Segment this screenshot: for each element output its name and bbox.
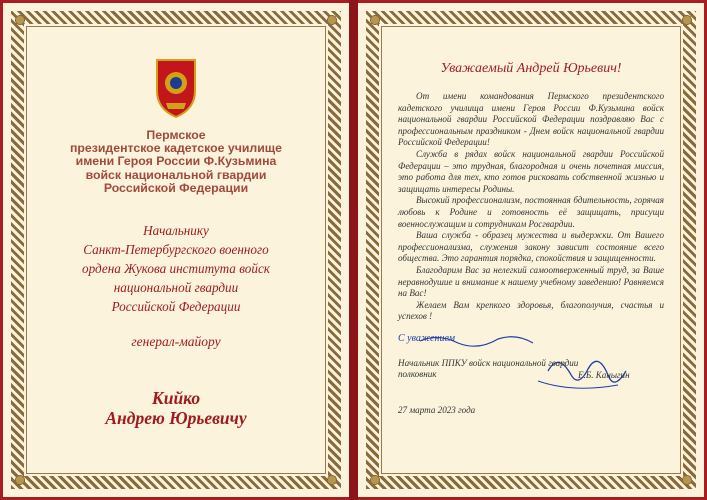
letter-paragraph: Высокий профессионализм, постоянная бдительность, горячая любовь к Родине и готовность её защищать, присущи военнослужащим и сотрудникам Росгвардии. (398, 195, 664, 229)
signer-title: Начальник ППКУ войск национальной гвардии полковник (398, 357, 579, 380)
recipient-surname: Кийко (151, 388, 201, 409)
letter-paragraph: Желаем Вам крепкого здоровья, благополучия, счастья и успехов ! (398, 299, 664, 322)
letter-paragraph: От имени командования Пермского президентского кадетского училища имени Героя России Ф.Кузьмина войск национальной гвардии Российской Федерации поздравляю Вас с профессиональным праздником - Днем войск национальной гвардии Российской Федерации! (398, 91, 664, 148)
letter-date: 27 марта 2023 года (398, 404, 476, 415)
recipient-title: Начальнику Санкт-Петербургского военного ордена Жукова института войск национальной гвардии Российской Федерации (82, 223, 270, 315)
recipient-given-names: Андрею Юрьевичу (105, 408, 247, 429)
left-content (35, 35, 317, 465)
letter-paragraph: Ваша служба - образец мужества и выдержки. От Вашего профессионализма, служения закону зависит состояние всего общества. Это гарантия порядка, спокойствия и защищенности. (398, 230, 664, 264)
greeting: Уважаемый Андрей Юрьевич! (440, 61, 622, 76)
corner-ornament (9, 469, 31, 491)
corner-ornament (9, 9, 31, 31)
corner-ornament (321, 469, 343, 491)
recipient-rank: генерал-майору (131, 334, 221, 350)
left-page (3, 3, 349, 497)
signature-block (398, 333, 664, 413)
letter-body (398, 91, 664, 323)
letter-paragraph: Благодарим Вас за нелегкий самоотверженный труд, за Ваше неравнодушие и внимание к нашему учебному заведению! Равняемся на Вас! (398, 264, 664, 299)
corner-ornament (364, 469, 386, 491)
corner-ornament (676, 9, 698, 31)
school-emblem-icon (153, 57, 199, 119)
corner-ornament (321, 9, 343, 31)
right-page (358, 3, 704, 497)
letter-content (398, 35, 664, 465)
handwritten-note: С уважением (398, 332, 456, 344)
spine (349, 0, 358, 500)
corner-ornament (364, 9, 386, 31)
corner-ornament (676, 469, 698, 491)
signer-name: Е.Б. Каныгин (578, 369, 630, 380)
letter-paragraph: Служба в рядах войск национальной гвардии Российской Федерации – это трудная, благородная и очень почетная миссия, это работа для тех, кто готов рисковать собственной жизнью и защищать интересы Родины. (398, 148, 664, 194)
school-name: Пермское президентское кадетское училище имени Героя России Ф.Кузьмина войск национальной гвардии Российской Федерации (69, 128, 283, 195)
